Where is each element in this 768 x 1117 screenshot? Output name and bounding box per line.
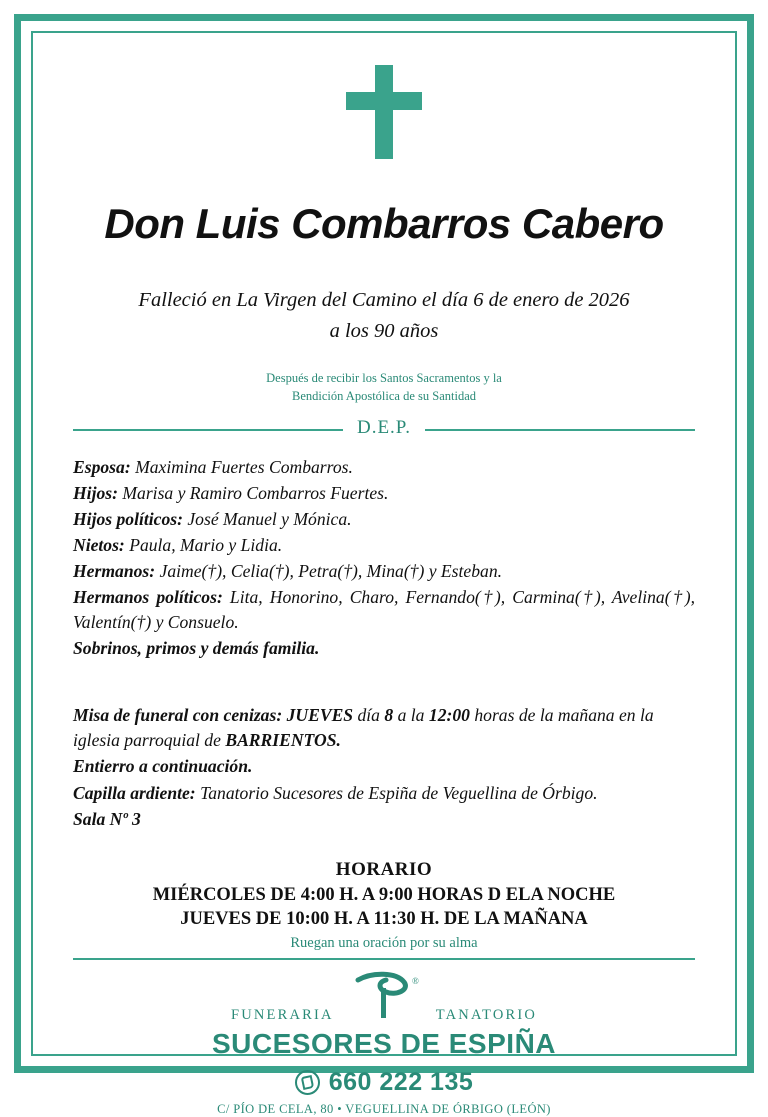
- mass-parish: BARRIENTOS.: [225, 730, 341, 751]
- list-item: [73, 481, 695, 506]
- footer-left-word: FUNERARIA: [230, 1007, 334, 1024]
- deceased-name: Don Luis Combarros Cabero: [104, 200, 664, 247]
- dep-divider-row: [73, 416, 695, 441]
- mass-date: 8: [384, 704, 394, 725]
- funeral-home-footer: [73, 970, 695, 1117]
- schedule-line: JUEVES DE 10:00 H. A 11:30 H. DE LA MAÑANA: [180, 909, 588, 930]
- cross-container: [73, 65, 695, 159]
- christian-cross-icon: [346, 65, 422, 159]
- mass-day: JUEVES: [286, 704, 354, 725]
- family-label: Nietos:: [73, 534, 125, 555]
- phone-number[interactable]: 660 222 135: [328, 1068, 474, 1097]
- svg-text:®: ®: [412, 976, 419, 987]
- list-item: [73, 507, 695, 532]
- chapel-line: [73, 781, 695, 806]
- dep-text: D.E.P.: [356, 416, 412, 438]
- sacraments-line-1: Después de recibir los Santos Sacramentos y la: [266, 370, 502, 385]
- brand-name: SUCESORES DE ESPIÑA: [211, 1028, 557, 1060]
- list-item: [73, 585, 695, 635]
- room-line: [73, 807, 695, 832]
- footer-divider: [73, 958, 695, 960]
- mass-text-1: día: [357, 704, 380, 725]
- family-value: Paula, Mario y Lidia.: [129, 534, 283, 555]
- footer-right-word: TANATORIO: [435, 1007, 538, 1024]
- list-item: [73, 533, 695, 558]
- death-place-line: Falleció en La Virgen del Camino el día 6 de enero de 2026: [138, 289, 630, 312]
- list-item: Sobrinos, primos y demás familia.: [73, 637, 320, 658]
- family-label: Hijos políticos:: [73, 508, 183, 529]
- family-label: Hermanos políticos:: [73, 586, 223, 607]
- prayer-request: Ruegan una oración por su alma: [290, 935, 478, 952]
- family-value: Maximina Fuertes Combarros.: [135, 456, 353, 477]
- espina-monogram-logo: [338, 970, 430, 1020]
- sacraments-note: [73, 369, 695, 405]
- phone-icon: [295, 1070, 320, 1095]
- burial-text: Entierro a continuación.: [73, 756, 253, 777]
- visiting-schedule: [73, 858, 695, 931]
- mass-line: [73, 703, 695, 754]
- address-line: C/ PÍO DE CELA, 80 • VEGUELLINA DE ÓRBIGO (LEÓN): [217, 1102, 551, 1117]
- family-label: Esposa:: [73, 456, 131, 477]
- list-item: [73, 455, 695, 480]
- list-item: [73, 559, 695, 584]
- mass-time: 12:00: [428, 704, 470, 725]
- family-value: Jaime(†), Celia(†), Petra(†), Mina(†) y Esteban.: [159, 560, 503, 581]
- sacraments-line-2: Bendición Apostólica de su Santidad: [291, 388, 476, 403]
- dep-rule-left: [73, 429, 343, 431]
- family-value: Lita, Honorino, Charo, Fernando(†), Carmina(†), Avelina(†), Valentín(†) y Consuelo.: [73, 586, 696, 632]
- mass-text-2: a la: [397, 704, 425, 725]
- burial-line: [73, 754, 695, 779]
- funeral-details: [73, 703, 695, 833]
- phone-row[interactable]: [73, 1068, 695, 1097]
- death-announcement: [73, 285, 695, 347]
- family-label: Hijos:: [73, 482, 118, 503]
- age-line: a los 90 años: [329, 319, 439, 342]
- schedule-title: HORARIO: [335, 859, 433, 881]
- chapel-value: Tanatorio Sucesores de Espiña de Veguellina de Órbigo.: [200, 782, 598, 803]
- dep-rule-right: [425, 429, 695, 431]
- family-value: José Manuel y Mónica.: [187, 508, 352, 529]
- schedule-line: MIÉRCOLES DE 4:00 H. A 9:00 HORAS D ELA NOCHE: [152, 885, 616, 906]
- notice-content: [33, 33, 735, 1117]
- room-text: Sala Nº 3: [73, 809, 141, 829]
- chapel-label: Capilla ardiente:: [73, 782, 196, 803]
- family-list: [73, 455, 695, 661]
- family-value: Marisa y Ramiro Combarros Fuertes.: [122, 482, 389, 503]
- family-label: Hermanos:: [73, 560, 156, 581]
- mass-text-3: horas de la mañana en la iglesia parroquial de: [73, 704, 654, 751]
- mass-label: Misa de funeral con cenizas:: [73, 704, 283, 725]
